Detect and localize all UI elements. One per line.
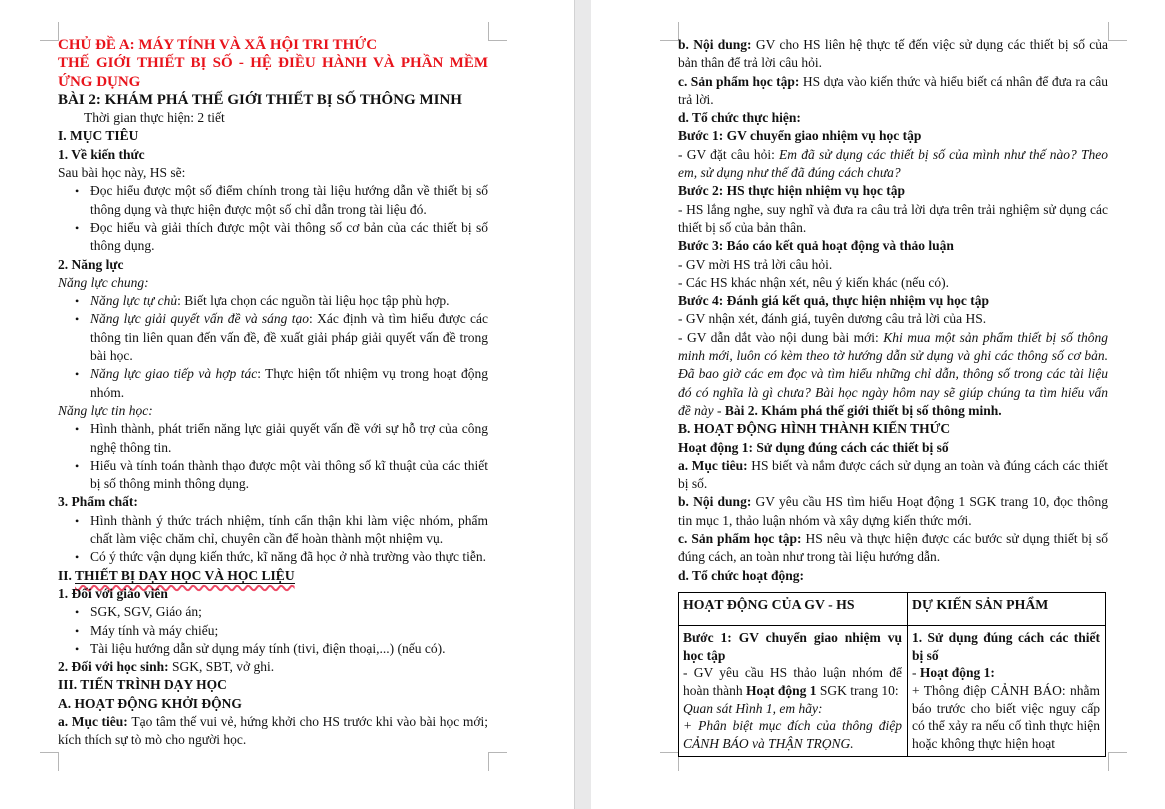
text-run: - xyxy=(912,665,920,681)
text-run: SGK, SGV, Giáo án; xyxy=(90,604,202,620)
paragraph xyxy=(58,274,488,292)
text-run: III. TIẾN TRÌNH DẠY HỌC xyxy=(58,677,227,693)
paragraph xyxy=(58,54,488,91)
paragraph xyxy=(678,530,1108,567)
page-1[interactable] xyxy=(0,0,574,809)
margin-mark-icon xyxy=(1108,752,1127,771)
table-header-cell: DỰ KIẾN SẢN PHẨM xyxy=(908,592,1106,625)
text-run: Có ý thức vận dụng kiến thức, kĩ năng đã học ở nhà trường vào thực tiễn. xyxy=(90,549,486,565)
bullet-icon: • xyxy=(75,312,80,327)
text-run: GV cho HS liên hệ thực tế đến việc sử dụng các thiết bị số của bản thân để trả lời câu hỏi. xyxy=(678,37,1109,71)
paragraph xyxy=(912,664,1100,682)
text-run: B. HOẠT ĐỘNG HÌNH THÀNH KIẾN THỨC xyxy=(678,421,951,437)
text-run: SGK, SBT, vở ghi. xyxy=(172,659,275,675)
bullet-icon: • xyxy=(75,422,80,437)
text-run: CHỦ ĐỀ A: MÁY TÍNH VÀ XÃ HỘI TRI THỨC xyxy=(58,37,378,53)
paragraph xyxy=(683,700,902,718)
paragraph xyxy=(58,585,488,603)
list-item xyxy=(58,548,488,566)
text-run: Thời gian thực hiện: 2 tiết xyxy=(84,110,225,126)
text-run: : Xác định và tìm hiểu được các thông tin liên quan đến vấn đề, đề xuất giải pháp giải quyết vấn đề trong bài học. xyxy=(90,311,489,364)
paragraph xyxy=(58,256,488,274)
paragraph xyxy=(678,36,1108,73)
text-run: + Thông điệp CẢNH BÁO: nhằm báo trước cho biết việc nguy cấp có thể xảy ra nếu cố tình thực hiện hoặc không thực hiện hoạt xyxy=(912,683,1100,752)
text-run: Hoạt động 1: xyxy=(919,665,995,681)
paragraph xyxy=(912,682,1100,753)
margin-mark-icon xyxy=(40,752,59,771)
table-row xyxy=(679,625,1106,756)
paragraph xyxy=(58,493,488,511)
text-run: : Biết lựa chọn các nguồn tài liệu học tập phù hợp. xyxy=(177,293,450,309)
paragraph xyxy=(678,237,1108,255)
text-run: Năng lực giải quyết vấn đề và sáng tạo xyxy=(90,311,310,327)
text-run: Khi mua một sản phẩm thiết bị số thông minh mới, luôn có kèm theo tờ hướng dẫn sử dụng và ghi các thông số cơ bản. Đã bao giờ các em đọc và tìm hiểu những chỉ dẫn, thông số trong các tài liệu đó có nghĩa là gì chưa? Bài học ngày hôm nay sẽ giúp chúng ta tìm hiểu vấn đề này xyxy=(678,329,1108,418)
paragraph xyxy=(678,146,1108,183)
text-run: Hiểu và tính toán thành thạo được một vài thông số kĩ thuật của các thiết bị số thông minh thông dụng. xyxy=(90,457,488,492)
text-run: Bước 3: Báo cáo kết quả hoạt động và thảo luận xyxy=(678,238,954,254)
list-item xyxy=(58,182,488,219)
text-run: 1. Về kiến thức xyxy=(58,146,145,162)
paragraph xyxy=(58,695,488,713)
text-run: HS nêu và thực hiện được các bước sử dụng thiết bị số đúng cách, an toàn như trong tài liệu hướng dẫn. xyxy=(678,531,1109,565)
text-run: GV yêu cầu HS tìm hiểu Hoạt động 1 SGK trang 10, đọc thông tin mục 1, thảo luận nhóm và xây dựng kiến thức mới. xyxy=(678,494,1108,528)
text-run: - GV dẫn dắt vào nội dung bài mới: xyxy=(678,329,884,345)
text-run: Đọc hiểu và giải thích được một vài thông số cơ bản của các thiết bị số thông dụng. xyxy=(90,219,488,254)
margin-mark-icon xyxy=(660,752,679,771)
text-run: HS biết và nắm được cách sử dụng an toàn và đúng cách các thiết bị số. xyxy=(678,457,1109,492)
text-run: Đọc hiểu được một số điểm chính trong tài liệu hướng dẫn về thiết bị số thông dụng và thực hiện được một số chỉ dẫn trong tài liệu đó. xyxy=(90,183,488,217)
paragraph xyxy=(58,658,488,676)
text-run: - HS lắng nghe, suy nghĩ và đưa ra câu trả lời dựa trên trải nghiệm sử dụng các thiết bị số của bản thân. xyxy=(678,201,1108,235)
text-run: - GV nhận xét, đánh giá, tuyên dương câu trả lời của HS. xyxy=(678,311,987,327)
paragraph xyxy=(678,73,1108,110)
paragraph xyxy=(58,402,488,420)
text-run: Tạo tâm thế vui vẻ, hứng khởi cho HS trước khi vào bài học mới; kích thích sự tò mò cho người học. xyxy=(58,713,488,748)
text-run: Bài 2. Khám phá thế giới thiết bị số thông minh. xyxy=(724,402,1002,418)
paragraph xyxy=(683,717,902,752)
text-run: SGK trang 10: xyxy=(816,683,899,699)
paragraph xyxy=(58,713,488,750)
text-run: Sau bài học này, HS sẽ: xyxy=(58,165,186,181)
text-run: THẾ GIỚI THIẾT BỊ SỐ - HỆ ĐIỀU HÀNH VÀ PHẦN MỀM ỨNG DỤNG xyxy=(58,55,488,90)
list-item xyxy=(58,365,488,402)
text-run: Năng lực tự chủ xyxy=(90,293,178,309)
text-run: 1. Sử dụng đúng cách các thiết bị số xyxy=(912,629,1100,663)
list-item xyxy=(58,420,488,457)
table-cell-gv-hs xyxy=(679,625,908,756)
activity-table xyxy=(678,592,1106,757)
text-run: - GV mời HS trả lời câu hỏi. xyxy=(678,256,833,272)
paragraph xyxy=(678,493,1108,530)
paragraph xyxy=(683,629,902,664)
paragraph xyxy=(678,329,1108,420)
text-run: : Thực hiện tốt nhiệm vụ trong hoạt động nhóm. xyxy=(90,366,488,400)
bullet-icon: • xyxy=(75,641,80,656)
text-run: - Các HS khác nhận xét, nêu ý kiến khác (nếu có). xyxy=(678,274,950,290)
paragraph xyxy=(678,201,1108,238)
text-run: Bước 1: GV chuyển giao nhiệm vụ học tập xyxy=(678,128,922,144)
text-run: - GV yêu cầu HS thảo luận nhóm để hoàn thành xyxy=(683,665,902,699)
text-run: II. xyxy=(58,567,76,583)
paragraph xyxy=(678,256,1108,274)
bullet-icon: • xyxy=(75,184,80,199)
paragraph xyxy=(58,567,488,585)
paragraph xyxy=(678,420,1108,438)
margin-mark-icon xyxy=(1108,22,1127,41)
paragraph xyxy=(58,676,488,694)
bullet-icon: • xyxy=(75,623,80,638)
text-run: a. Mục tiêu: xyxy=(678,457,752,473)
table-header-cell: HOẠT ĐỘNG CỦA GV - HS xyxy=(679,592,908,625)
paragraph xyxy=(912,629,1100,664)
text-run: + Phân biệt mục đích của thông điệp CẢNH BÁO và THẬN TRỌNG. xyxy=(683,718,902,752)
text-run: HS dựa vào kiến thức và hiểu biết cá nhân để đưa ra câu trả lời. xyxy=(678,73,1108,107)
paragraph xyxy=(678,274,1108,292)
text-run: c. Sản phẩm học tập: xyxy=(678,531,806,547)
margin-mark-icon xyxy=(488,752,507,771)
paragraph xyxy=(683,664,902,699)
list-item xyxy=(58,457,488,494)
page-2[interactable] xyxy=(591,0,1165,809)
list-item xyxy=(58,622,488,640)
text-run: - xyxy=(713,402,725,418)
text-run: Hình thành ý thức trách nhiệm, tính cẩn thận khi làm việc nhóm, phẩm chất làm việc chăm chỉ, chuyên cần để hoàn thành một nhiệm vụ. xyxy=(90,512,488,547)
page-1-content xyxy=(58,36,488,750)
text-run: Em đã sử dụng các thiết bị số của mình như thế nào? Theo em, sử dụng như thế đã đúng cách chưa? xyxy=(678,146,1108,181)
list-item xyxy=(58,603,488,621)
text-run: Năng lực chung: xyxy=(58,274,149,290)
paragraph xyxy=(678,109,1108,127)
list-item xyxy=(58,219,488,256)
bullet-icon: • xyxy=(75,367,80,382)
paragraph xyxy=(58,146,488,164)
text-run: a. Mục tiêu: xyxy=(58,713,132,729)
paragraph xyxy=(678,439,1108,457)
bullet-icon: • xyxy=(75,550,80,565)
list-item xyxy=(58,310,488,365)
text-run: Máy tính và máy chiếu; xyxy=(90,622,219,638)
text-run: Bước 4: Đánh giá kết quả, thực hiện nhiệm vụ học tập xyxy=(678,293,989,309)
text-run: Hình thành, phát triển năng lực giải quyết vấn đề với sự hỗ trợ của công nghệ thông tin. xyxy=(90,421,488,455)
margin-mark-icon xyxy=(660,22,679,41)
text-run: Năng lực giao tiếp và hợp tác xyxy=(90,366,258,382)
text-run: b. Nội dung: xyxy=(678,494,756,510)
text-run: Tài liệu hướng dẫn sử dụng máy tính (tivi, điện thoại,...) (nếu có). xyxy=(90,640,446,656)
margin-mark-icon xyxy=(488,22,507,41)
text-run: b. Nội dung: xyxy=(678,37,756,52)
bullet-icon: • xyxy=(75,458,80,473)
table-cell-du-kien-san-pham xyxy=(908,625,1106,756)
paragraph xyxy=(58,36,488,54)
text-run: A. HOẠT ĐỘNG KHỞI ĐỘNG xyxy=(58,695,242,711)
text-run: THIẾT BỊ DẠY HỌC VÀ HỌC LIỆU xyxy=(75,567,295,583)
text-run: Hoạt động 1 xyxy=(746,683,817,699)
text-run: 2. Đối với học sinh: xyxy=(58,659,172,675)
text-run: Bước 2: HS thực hiện nhiệm vụ học tập xyxy=(678,183,905,199)
paragraph xyxy=(678,127,1108,145)
list-item xyxy=(58,292,488,310)
text-run: Quan sát Hình 1, em hãy: xyxy=(683,700,823,716)
text-run: 1. Đối với giáo viên xyxy=(58,585,168,601)
paragraph xyxy=(678,310,1108,328)
text-run: Bước 1: GV chuyển giao nhiệm vụ học tập xyxy=(683,629,902,663)
text-run: d. Tổ chức thực hiện: xyxy=(678,110,801,126)
page-2-content xyxy=(678,36,1108,757)
paragraph xyxy=(58,109,488,127)
paragraph xyxy=(678,182,1108,200)
paragraph xyxy=(678,457,1108,494)
list-item xyxy=(58,640,488,658)
text-run: I. MỤC TIÊU xyxy=(58,128,139,144)
text-run: BÀI 2: KHÁM PHÁ THẾ GIỚI THIẾT BỊ SỐ THÔNG MINH xyxy=(58,91,462,108)
list-item xyxy=(58,512,488,549)
bullet-icon: • xyxy=(75,605,80,620)
text-run: 2. Năng lực xyxy=(58,256,124,272)
text-run: Hoạt động 1: Sử dụng đúng cách các thiết bị số xyxy=(678,439,949,455)
paragraph xyxy=(58,91,488,109)
margin-mark-icon xyxy=(40,22,59,41)
page-2-paragraphs xyxy=(678,36,1108,585)
paragraph xyxy=(678,292,1108,310)
paragraph xyxy=(58,164,488,182)
paragraph xyxy=(58,127,488,145)
text-run: 3. Phẩm chất: xyxy=(58,494,138,510)
text-run: Năng lực tin học: xyxy=(58,402,153,418)
text-run: c. Sản phẩm học tập: xyxy=(678,73,803,89)
text-run: - GV đặt câu hỏi: xyxy=(678,146,780,162)
bullet-icon: • xyxy=(75,513,80,528)
bullet-icon: • xyxy=(75,294,80,309)
bullet-icon: • xyxy=(75,220,80,235)
paragraph xyxy=(678,567,1108,585)
text-run: d. Tổ chức hoạt động: xyxy=(678,567,805,583)
